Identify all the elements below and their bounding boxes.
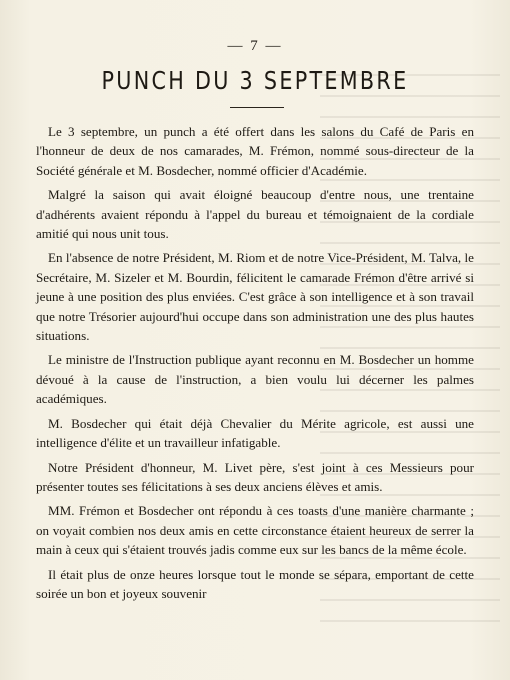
page-title: PUNCH DU 3 SEPTEMBRE — [101, 66, 409, 95]
paragraph: M. Bosdecher qui était déjà Chevalier du Mérite agricole, est aussi une intelligence d'élite et un travailleur infatigable. — [36, 415, 474, 451]
paragraph: Le ministre de l'Instruction publique ayant reconnu en M. Bosdecher un homme dévoué à la cause de l'instruction, a bien voulu lui décerner les palmes académiques. — [36, 352, 474, 407]
title-underline — [230, 107, 284, 108]
paragraph: Notre Président d'honneur, M. Livet père, s'est joint à ces Messieurs pour présenter toutes ses félicitations à ses deux anciens élèves et amis. — [36, 459, 474, 494]
paragraph: Le 3 septembre, un punch a été offert dans les salons du Café de Paris en l'honneur de deux de nos camarades, M. Frémon, nommé sous-directeur de la Société générale et M. Bosdecher, nommé officier d'Académie. — [36, 124, 474, 178]
article-body — [36, 122, 474, 603]
paragraph: Malgré la saison qui avait éloigné beaucoup d'entre nous, une trentaine d'adhérents avaient répondu à l'appel du bureau et témoignaient de la cordiale amitié qui nous unit tous. — [36, 187, 474, 242]
paragraph: MM. Frémon et Bosdecher ont répondu à ces toasts d'une manière charmante ; on voyait combien nos deux amis en cette circonstance étaient heureux de serrer la main à ceux qui s'étaient trouvés jadis comme eux sur les bancs de la même école. — [36, 503, 474, 558]
page-number: — 7 — — [227, 38, 283, 54]
paragraph: En l'absence de notre Président, M. Riom et de notre Vice-Président, M. Talva, le Secrétaire, M. Sizeler et M. Bourdin, félicitent le camarade Frémon d'être arrivé si jeune à une position des plus enviées. C'est grâce à son intelligence et à son travail que notre Trésorier aujourd'hui occupe dans son administration une des plus hautes situations. — [36, 250, 474, 344]
paragraph: Il était plus de onze heures lorsque tout le monde se sépara, emportant de cette soirée un bon et joyeux souvenir — [36, 566, 474, 601]
